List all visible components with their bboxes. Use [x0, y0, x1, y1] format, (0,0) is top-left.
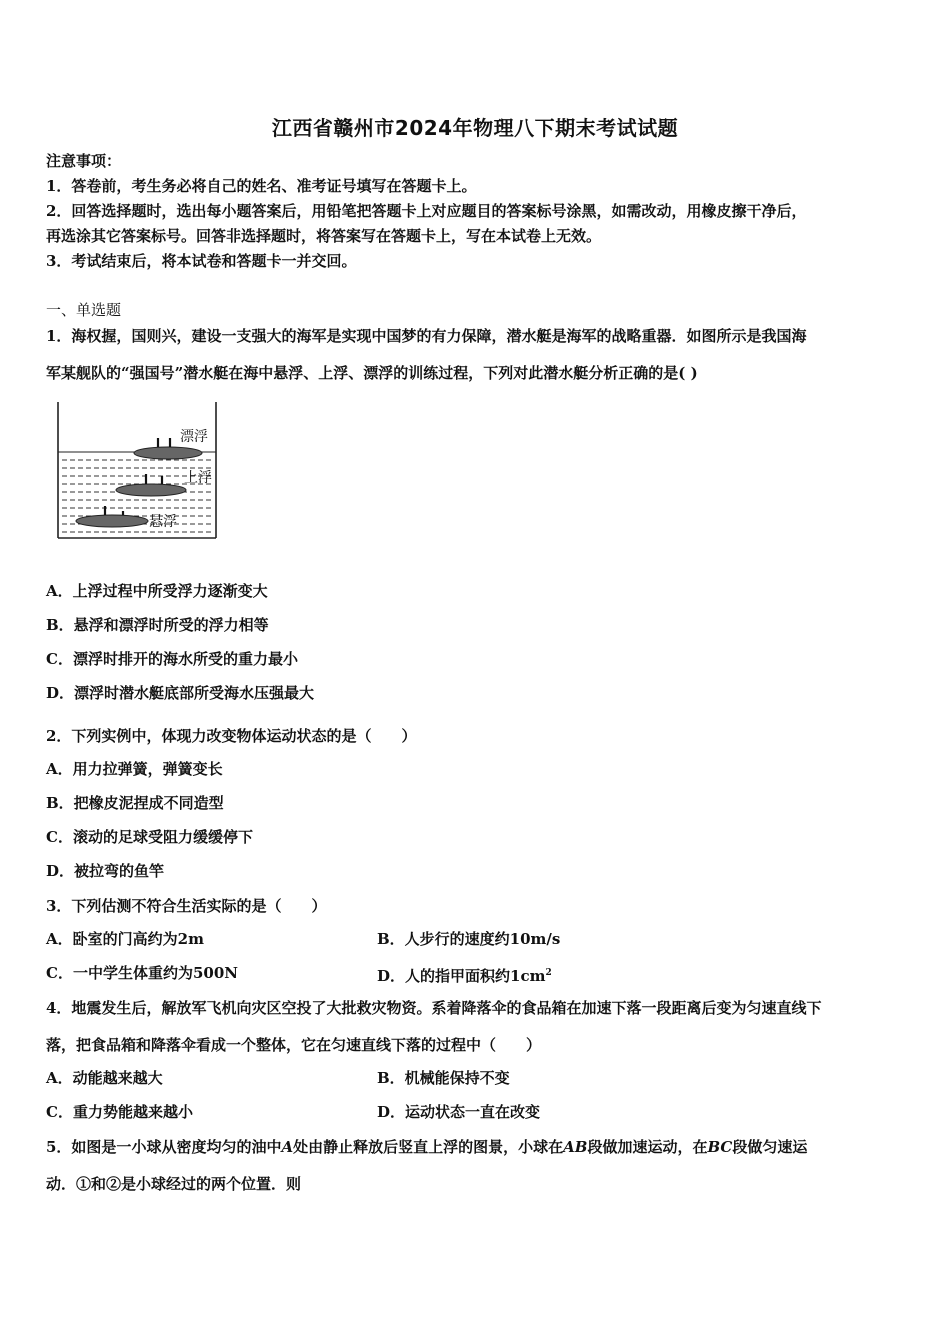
submarine-suspended [76, 506, 148, 527]
submarine-diagram [54, 398, 220, 544]
question-4-stem: 4．地震发生后，解放军飞机向灾区空投了大批救灾物资。系着降落伞的食品箱在加速下落一段距离后变为匀速直线下 [46, 999, 822, 1017]
q4-option-b[interactable]: B．机械能保持不变 [377, 1069, 510, 1087]
q3-option-d[interactable] [377, 963, 552, 986]
notice-heading: 注意事项： [46, 152, 122, 170]
question-1-stem: 1．海权握，国则兴，建设一支强大的海军是实现中国梦的有力保障，潜水艇是海军的战略重器．如图所示是我国海 [46, 327, 807, 345]
label-rise: 上浮 [184, 470, 212, 486]
q1-option-a[interactable]: A．上浮过程中所受浮力逐渐变大 [46, 582, 268, 600]
q3-option-b[interactable]: B．人步行的速度约10m/s [377, 930, 561, 948]
superscript-2: 2 [545, 968, 552, 978]
q5-segment-bc: BC [707, 1138, 733, 1156]
question-5-stem-cont: 动．①和②是小球经过的两个位置．则 [46, 1175, 302, 1193]
q4-option-a[interactable]: A．动能越来越大 [46, 1069, 163, 1087]
q1-option-c[interactable]: C．漂浮时排开的海水所受的重力最小 [46, 650, 298, 668]
q3-option-c[interactable]: C．一中学生体重约为500N [46, 964, 238, 982]
q5-part-3: 段做加速运动，在 [587, 1138, 708, 1156]
page-title: 江西省赣州市2024年物理八下期末考试试题 [271, 116, 679, 140]
q5-point-a: A [281, 1138, 294, 1156]
q1-option-d[interactable]: D．漂浮时潜水艇底部所受海水压强最大 [46, 684, 315, 702]
question-5-stem [46, 1137, 807, 1157]
submarine-rising [116, 474, 186, 496]
q5-part-4: 段做匀速运 [732, 1138, 808, 1156]
section-heading: 一、单选题 [46, 301, 122, 319]
question-3-stem: 3．下列估测不符合生活实际的是（ ） [46, 897, 327, 915]
notice-item: 2．回答选择题时，选出每小题答案后，用铅笔把答题卡上对应题目的答案标号涂黑，如需改动，用橡皮擦干净后， [46, 202, 807, 220]
q5-part-2: 处由静止释放后竖直上浮的图景，小球在 [293, 1138, 564, 1156]
q4-option-c[interactable]: C．重力势能越来越小 [46, 1103, 193, 1121]
label-suspend: 悬浮 [149, 514, 177, 530]
q2-option-a[interactable]: A．用力拉弹簧，弹簧变长 [46, 760, 223, 778]
question-1-stem-cont: 军某舰队的“强国号”潜水艇在海中悬浮、上浮、漂浮的训练过程，下列对此潜水艇分析正确的是( ) [46, 364, 698, 382]
q4-option-d[interactable]: D．运动状态一直在改变 [377, 1103, 541, 1121]
notice-item: 再选涂其它答案标号。回答非选择题时，将答案写在答题卡上，写在本试卷上无效。 [46, 227, 602, 245]
notice-item: 1．答卷前，考生务必将自己的姓名、准考证号填写在答题卡上。 [46, 177, 477, 195]
notice-item: 3．考试结束后，将本试卷和答题卡一并交回。 [46, 252, 357, 270]
question-2-stem: 2．下列实例中，体现力改变物体运动状态的是（ ） [46, 727, 417, 745]
q5-segment-ab: AB [563, 1138, 588, 1156]
q5-part-1: 5．如图是一小球从密度均匀的油中 [46, 1138, 282, 1156]
label-float: 漂浮 [180, 429, 208, 445]
q3-option-d-text: D．人的指甲面积约1cm [377, 967, 546, 985]
question-4-stem-cont: 落，把食品箱和降落伞看成一个整体，它在匀速直线下落的过程中（ ） [46, 1036, 542, 1054]
q3-option-a[interactable]: A．卧室的门高约为2m [46, 930, 204, 948]
q2-option-d[interactable]: D．被拉弯的鱼竿 [46, 862, 165, 880]
q2-option-c[interactable]: C．滚动的足球受阻力缓缓停下 [46, 828, 253, 846]
q2-option-b[interactable]: B．把橡皮泥捏成不同造型 [46, 794, 224, 812]
q1-option-b[interactable]: B．悬浮和漂浮时所受的浮力相等 [46, 616, 269, 634]
